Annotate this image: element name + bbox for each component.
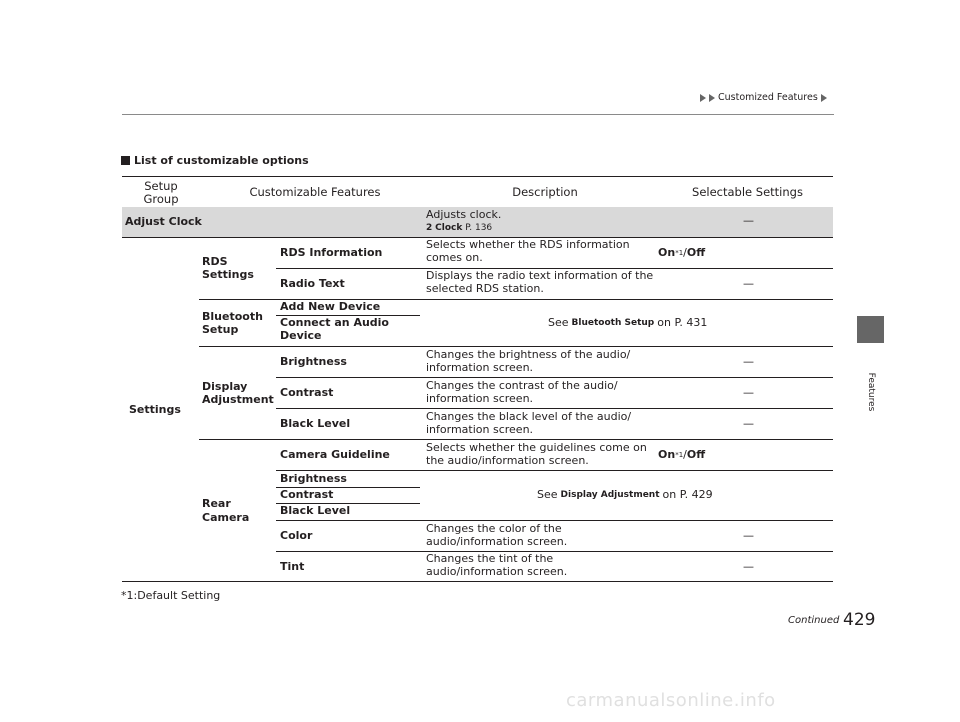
display-brightness-setting: — <box>743 355 754 368</box>
camera-guideline-description: Selects whether the guidelines come on the audio/information screen. <box>426 441 647 468</box>
table-top-rule <box>122 176 833 177</box>
arrow-right-icon <box>709 94 715 102</box>
camera-color-label: Color <box>280 529 313 543</box>
add-new-device-label: Add New Device <box>280 300 381 313</box>
breadcrumb <box>700 92 827 103</box>
square-bullet-icon <box>121 156 130 165</box>
col-header-description: Description <box>512 185 578 200</box>
display-black-level-description: Changes the black level of the audio/ information screen. <box>426 410 632 437</box>
header-rule <box>122 114 834 115</box>
camera-brightness-label: Brightness <box>280 472 347 485</box>
display-black-level-setting: — <box>743 417 754 430</box>
adjust-clock-description: Adjusts clock. <box>426 208 502 221</box>
section-title: List of customizable options <box>121 154 309 167</box>
display-contrast-description: Changes the contrast of the audio/ information screen. <box>426 379 618 406</box>
camera-contrast-label: Contrast <box>280 488 334 501</box>
col-header-group: Setup Group <box>143 178 179 206</box>
table-bottom-rule <box>122 581 833 582</box>
rds-information-description: Selects whether the RDS information comes on. <box>426 238 630 265</box>
display-contrast-label: Contrast <box>280 386 334 400</box>
display-brightness-label: Brightness <box>280 355 347 369</box>
display-black-level-label: Black Level <box>280 417 351 431</box>
chapter-tab <box>857 316 884 343</box>
display-adjustment-reference: See Display Adjustment on P. 429 <box>537 488 713 502</box>
arrow-right-icon <box>821 94 827 102</box>
group-label-settings: Settings <box>129 402 181 416</box>
rear-camera-label: Rear Camera <box>202 497 250 524</box>
camera-color-description: Changes the color of the audio/information screen. <box>426 522 568 549</box>
row-rule <box>276 377 833 378</box>
radio-text-label: Radio Text <box>280 277 345 291</box>
reference-page: P. 136 <box>465 223 493 233</box>
bluetooth-reference: See Bluetooth Setup on P. 431 <box>548 316 708 330</box>
display-adjustment-label: Display Adjustment <box>202 379 274 406</box>
bluetooth-setup-label: Bluetooth Setup <box>202 309 263 336</box>
camera-tint-label: Tint <box>280 560 305 574</box>
rds-information-setting: On *1 / Off <box>658 246 706 260</box>
row-rule <box>276 408 833 409</box>
display-contrast-setting: — <box>743 386 754 399</box>
camera-black-level-label: Black Level <box>280 504 351 517</box>
camera-color-setting: — <box>743 529 754 542</box>
row-rule <box>276 520 833 521</box>
reference-icon: 2 <box>426 223 433 233</box>
continued-label: Continued <box>788 615 840 626</box>
rds-information-label: RDS Information <box>280 246 383 260</box>
page-number: 429 <box>843 610 876 630</box>
chapter-label: Features <box>866 372 876 412</box>
rds-settings-label: RDS Settings <box>202 254 254 281</box>
breadcrumb-label: Customized Features <box>718 92 818 103</box>
reference-label: Clock <box>435 223 463 233</box>
radio-text-setting: — <box>743 277 754 290</box>
watermark: carmanualsonline.info <box>566 690 776 711</box>
footnote: *1:Default Setting <box>121 589 221 602</box>
adjust-clock-reference <box>426 223 492 234</box>
arrow-right-icon <box>700 94 706 102</box>
adjust-clock-label: Adjust Clock <box>125 215 202 229</box>
camera-tint-setting: — <box>743 560 754 573</box>
adjust-clock-setting: — <box>743 214 754 227</box>
connect-audio-device-label: Connect an Audio Device <box>280 316 389 343</box>
camera-guideline-label: Camera Guideline <box>280 448 390 462</box>
display-brightness-description: Changes the brightness of the audio/ information screen. <box>426 348 631 375</box>
col-header-feature: Customizable Features <box>249 185 381 200</box>
radio-text-description: Displays the radio text information of the selected RDS station. <box>426 269 654 296</box>
camera-guideline-setting: On *1 / Off <box>658 448 706 462</box>
camera-tint-description: Changes the tint of the audio/information screen. <box>426 552 568 579</box>
col-header-settings: Selectable Settings <box>692 185 803 200</box>
